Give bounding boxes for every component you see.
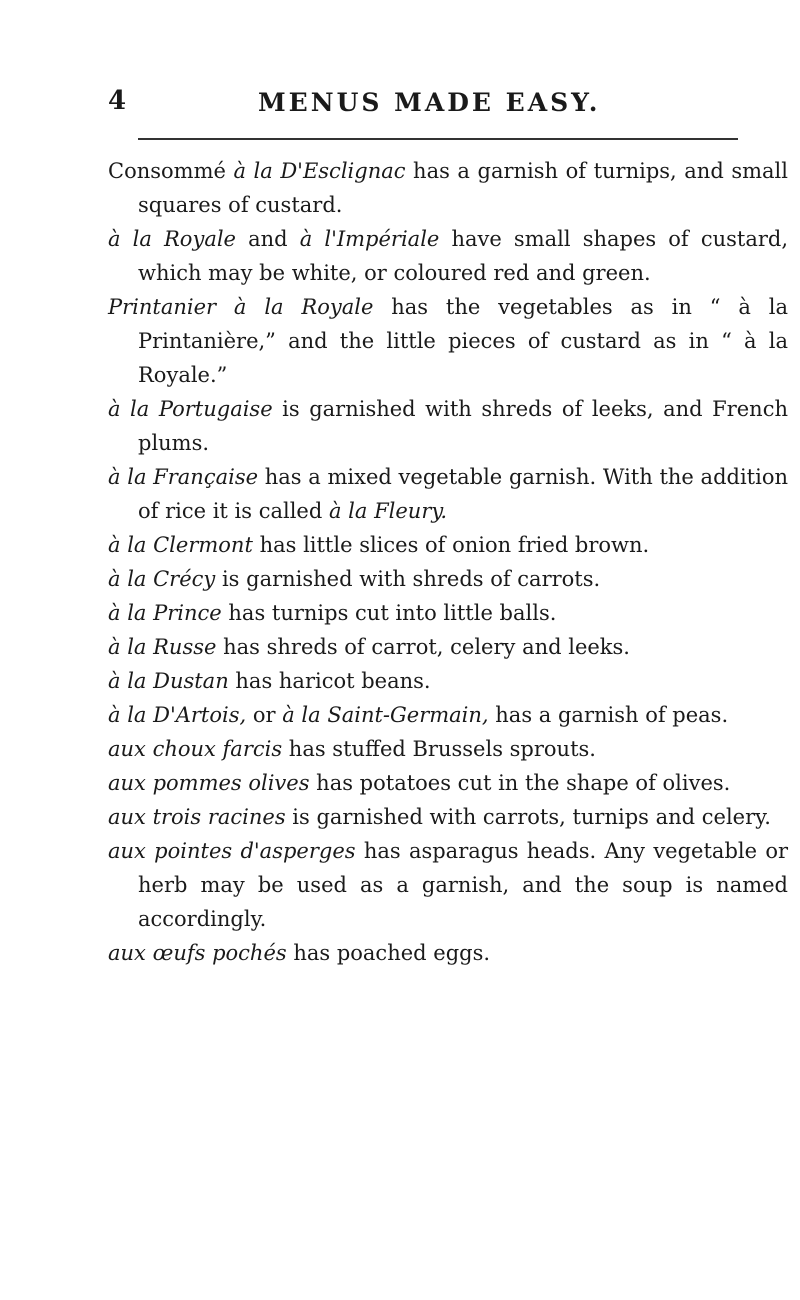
header-rule <box>138 138 738 140</box>
page-body <box>108 154 788 970</box>
list-item: aux pommes olives has potatoes cut in the shape of olives. <box>108 771 731 795</box>
list-item: à la Française has a mixed vegetable garnish. With the addition of rice it is called à la Fleury. <box>108 465 789 523</box>
page-header <box>108 86 798 122</box>
list-item: à la D'Artois, or à la Saint-Germain, has a garnish of peas. <box>108 703 729 727</box>
list-item: aux choux farcis has stuffed Brussels sprouts. <box>108 737 596 761</box>
list-item: Consommé à la D'Esclignac has a garnish of turnips, and small squares of custard. <box>108 159 788 217</box>
list-item: à la Crécy is garnished with shreds of carrots. <box>108 567 601 591</box>
list-item: à la Portugaise is garnished with shreds of leeks, and French plums. <box>108 397 788 455</box>
page-number: 4 <box>108 86 127 116</box>
list-item: aux trois racines is garnished with carrots, turnips and celery. <box>108 805 771 829</box>
list-item: à la Royale and à l'Impériale have small shapes of custard, which may be white, or coloured red and green. <box>108 227 789 285</box>
list-item: aux pointes d'asperges has asparagus heads. Any vegetable or herb may be used as a garnish, and the soup is named accordingly. <box>108 839 789 931</box>
list-item: à la Dustan has haricot beans. <box>108 669 431 693</box>
running-title: MENUS MADE EASY. <box>258 88 601 117</box>
list-item: aux œufs pochés has poached eggs. <box>108 941 491 965</box>
list-item: à la Russe has shreds of carrot, celery and leeks. <box>108 635 630 659</box>
list-item: Printanier à la Royale has the vegetables as in “ à la Printanière,” and the little pieces of custard as in “ à la Royale.” <box>108 295 788 387</box>
list-item: à la Prince has turnips cut into little balls. <box>108 601 557 625</box>
list-item: à la Clermont has little slices of onion fried brown. <box>108 533 650 557</box>
